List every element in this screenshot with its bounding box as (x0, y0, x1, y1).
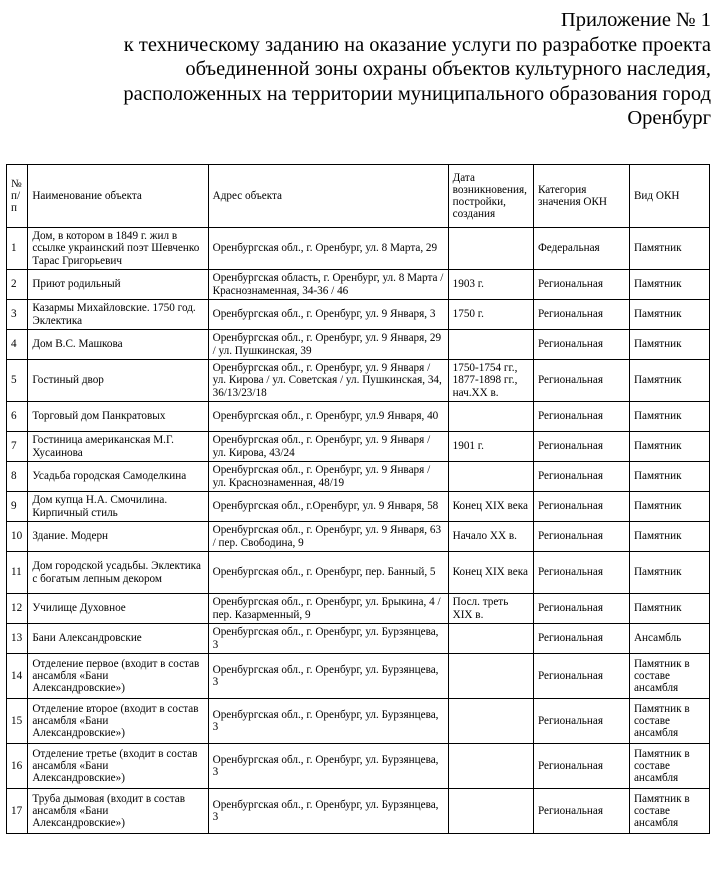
cell-name: Отделение второе (входит в состав ансамбля «Бани Александровские») (28, 699, 208, 744)
cell-address: Оренбургская обл., г. Оренбург, ул. Бурзянцева, 3 (208, 654, 448, 699)
cell-name: Гостиница американская М.Г. Хусаинова (28, 432, 208, 462)
cell-date (448, 789, 533, 834)
cell-number: 8 (7, 462, 28, 492)
cell-number: 1 (7, 228, 28, 270)
cell-date (448, 624, 533, 654)
table-row (7, 552, 710, 594)
column-header-number: № п/п (7, 165, 28, 228)
cell-address: Оренбургская обл., г. Оренбург, ул. 9 Января / ул. Кирова / ул. Советская / ул. Пушкинская, 34, 36/13/23/18 (208, 360, 448, 402)
cell-number: 11 (7, 552, 28, 594)
cell-number: 6 (7, 402, 28, 432)
cell-date: Конец XIX века (448, 552, 533, 594)
cell-type: Памятник в составе ансамбля (629, 699, 709, 744)
table-row (7, 744, 710, 789)
table-row (7, 330, 710, 360)
cell-category: Региональная (533, 624, 629, 654)
cell-type: Памятник в составе ансамбля (629, 744, 709, 789)
cell-name: Здание. Модерн (28, 522, 208, 552)
cell-date (448, 402, 533, 432)
cell-category: Региональная (533, 699, 629, 744)
cell-address: Оренбургская обл., г. Оренбург, ул. Бурзянцева, 3 (208, 744, 448, 789)
cell-category: Региональная (533, 402, 629, 432)
cell-name: Усадьба городская Самоделкина (28, 462, 208, 492)
table-row (7, 402, 710, 432)
table-row (7, 492, 710, 522)
table-row (7, 360, 710, 402)
cell-number: 3 (7, 300, 28, 330)
cell-number: 4 (7, 330, 28, 360)
cell-number: 7 (7, 432, 28, 462)
cell-type: Памятник (629, 402, 709, 432)
cell-type: Ансамбль (629, 624, 709, 654)
cell-address: Оренбургская область, г. Оренбург, ул. 8 Марта / Краснознаменная, 34-36 / 46 (208, 270, 448, 300)
cell-address: Оренбургская обл., г. Оренбург, ул. 9 Января, 3 (208, 300, 448, 330)
cell-address: Оренбургская обл., г. Оренбург, ул. Бурзянцева, 3 (208, 699, 448, 744)
cell-address: Оренбургская обл., г.Оренбург, ул. 9 Января, 58 (208, 492, 448, 522)
cell-category: Региональная (533, 300, 629, 330)
cell-category: Федеральная (533, 228, 629, 270)
cell-name: Отделение первое (входит в состав ансамбля «Бани Александровские») (28, 654, 208, 699)
cell-type: Памятник в составе ансамбля (629, 789, 709, 834)
cell-number: 13 (7, 624, 28, 654)
cell-address: Оренбургская обл., г. Оренбург, ул.9 Января, 40 (208, 402, 448, 432)
heritage-objects-table (6, 164, 710, 834)
table-row (7, 228, 710, 270)
cell-category: Региональная (533, 654, 629, 699)
cell-category: Региональная (533, 594, 629, 624)
cell-type: Памятник (629, 360, 709, 402)
cell-name: Дом В.С. Машкова (28, 330, 208, 360)
cell-number: 12 (7, 594, 28, 624)
cell-date: 1750-1754 гг., 1877-1898 гг., нач.XX в. (448, 360, 533, 402)
cell-category: Региональная (533, 492, 629, 522)
cell-name: Бани Александровские (28, 624, 208, 654)
cell-name: Дом городской усадьбы. Эклектика с богатым лепным декором (28, 552, 208, 594)
column-header-category: Категория значения ОКН (533, 165, 629, 228)
cell-type: Памятник (629, 270, 709, 300)
cell-type: Памятник (629, 300, 709, 330)
cell-address: Оренбургская обл., г. Оренбург, ул. Бурзянцева, 3 (208, 789, 448, 834)
cell-name: Приют родильный (28, 270, 208, 300)
column-header-address: Адрес объекта (208, 165, 448, 228)
cell-address: Оренбургская обл., г. Оренбург, ул. 9 Января, 29 / ул. Пушкинская, 39 (208, 330, 448, 360)
cell-date (448, 228, 533, 270)
cell-date (448, 699, 533, 744)
cell-date (448, 654, 533, 699)
appendix-header (11, 8, 711, 131)
table-row (7, 522, 710, 552)
column-header-date: Дата возникновения, постройки, создания (448, 165, 533, 228)
cell-category: Региональная (533, 789, 629, 834)
cell-name: Дом купца Н.А. Смочилина. Кирпичный стиль (28, 492, 208, 522)
cell-name: Отделение третье (входит в состав ансамбля «Бани Александровские») (28, 744, 208, 789)
cell-number: 2 (7, 270, 28, 300)
cell-address: Оренбургская обл., г. Оренбург, ул. Бурзянцева, 3 (208, 624, 448, 654)
cell-name: Торговый дом Панкратовых (28, 402, 208, 432)
cell-type: Памятник (629, 552, 709, 594)
cell-category: Региональная (533, 432, 629, 462)
table-row (7, 270, 710, 300)
appendix-subtitle-line-4: Оренбург (627, 107, 711, 129)
cell-number: 5 (7, 360, 28, 402)
appendix-subtitle-line-3: расположенных на территории муниципального образования город (123, 82, 711, 105)
cell-date: Конец XIX века (448, 492, 533, 522)
cell-number: 17 (7, 789, 28, 834)
appendix-title: Приложение № 1 (560, 9, 711, 31)
cell-category: Региональная (533, 552, 629, 594)
table-header-row (7, 165, 710, 228)
cell-type: Памятник в составе ансамбля (629, 654, 709, 699)
appendix-subtitle-line-1: к техническому заданию на оказание услуги по разработке проекта (123, 33, 711, 56)
cell-category: Региональная (533, 270, 629, 300)
table-row (7, 462, 710, 492)
table-row (7, 594, 710, 624)
appendix-subtitle-line-2: объединенной зоны охраны объектов культурного наследия, (185, 58, 711, 80)
cell-type: Памятник (629, 522, 709, 552)
cell-category: Региональная (533, 522, 629, 552)
cell-address: Оренбургская обл., г. Оренбург, ул. Брыкина, 4 / пер. Казарменный, 9 (208, 594, 448, 624)
table-row (7, 624, 710, 654)
cell-date (448, 462, 533, 492)
table-row (7, 699, 710, 744)
cell-type: Памятник (629, 492, 709, 522)
cell-address: Оренбургская обл., г. Оренбург, ул. 8 Марта, 29 (208, 228, 448, 270)
cell-category: Региональная (533, 360, 629, 402)
cell-address: Оренбургская обл., г. Оренбург, пер. Банный, 5 (208, 552, 448, 594)
cell-address: Оренбургская обл., г. Оренбург, ул. 9 Января, 63 / пер. Свободина, 9 (208, 522, 448, 552)
cell-category: Региональная (533, 462, 629, 492)
cell-name: Дом, в котором в 1849 г. жил в ссылке украинский поэт Шевченко Тарас Григорьевич (28, 228, 208, 270)
cell-category: Региональная (533, 744, 629, 789)
cell-category: Региональная (533, 330, 629, 360)
cell-name: Труба дымовая (входит в состав ансамбля «Бани Александровские») (28, 789, 208, 834)
cell-type: Памятник (629, 594, 709, 624)
cell-type: Памятник (629, 330, 709, 360)
cell-number: 10 (7, 522, 28, 552)
table-body (7, 228, 710, 834)
cell-date (448, 744, 533, 789)
cell-address: Оренбургская обл., г. Оренбург, ул. 9 Января / ул. Кирова, 43/24 (208, 432, 448, 462)
cell-name: Училище Духовное (28, 594, 208, 624)
cell-number: 15 (7, 699, 28, 744)
column-header-type: Вид ОКН (629, 165, 709, 228)
cell-number: 9 (7, 492, 28, 522)
cell-number: 16 (7, 744, 28, 789)
cell-name: Гостиный двор (28, 360, 208, 402)
cell-number: 14 (7, 654, 28, 699)
cell-type: Памятник (629, 432, 709, 462)
cell-date: Посл. треть XIX в. (448, 594, 533, 624)
cell-date: 1750 г. (448, 300, 533, 330)
cell-address: Оренбургская обл., г. Оренбург, ул. 9 Января / ул. Краснознаменная, 48/19 (208, 462, 448, 492)
cell-type: Памятник (629, 228, 709, 270)
cell-date: 1901 г. (448, 432, 533, 462)
table-row (7, 300, 710, 330)
table-row (7, 654, 710, 699)
cell-type: Памятник (629, 462, 709, 492)
cell-name: Казармы Михайловские. 1750 год. Эклектика (28, 300, 208, 330)
column-header-name: Наименование объекта (28, 165, 208, 228)
cell-date (448, 330, 533, 360)
table-row (7, 789, 710, 834)
cell-date: Начало XX в. (448, 522, 533, 552)
table-row (7, 432, 710, 462)
cell-date: 1903 г. (448, 270, 533, 300)
